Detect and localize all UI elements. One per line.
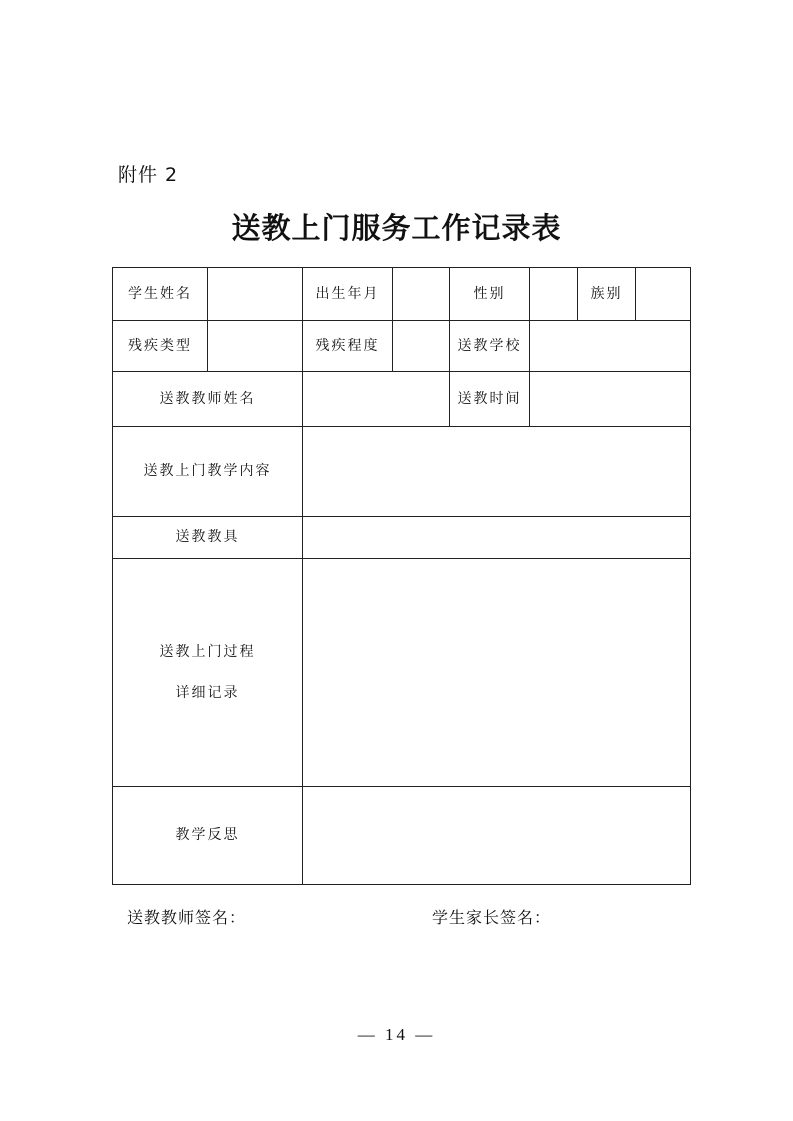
process-label-line1: 送教上门过程	[159, 643, 256, 660]
process-field[interactable]	[303, 559, 691, 787]
teacher-signature-label: 送教教师签名：	[127, 908, 247, 927]
content-field[interactable]	[303, 427, 691, 517]
ethnicity-label: 族别	[578, 268, 636, 321]
reflection-field[interactable]	[303, 787, 691, 885]
parent-signature-label: 学生家长签名：	[432, 908, 552, 927]
row-teacher-info	[113, 372, 691, 427]
row-disability-info	[113, 321, 691, 372]
aids-field[interactable]	[303, 517, 691, 559]
time-label: 送教时间	[450, 372, 530, 427]
teacher-name-field[interactable]	[303, 372, 450, 427]
row-process	[113, 559, 691, 787]
gender-label: 性别	[450, 268, 530, 321]
content-label: 送教上门教学内容	[113, 427, 303, 517]
disability-degree-label: 残疾程度	[303, 321, 393, 372]
form-title: 送教上门服务工作记录表	[231, 211, 562, 245]
row-content	[113, 427, 691, 517]
disability-type-label: 残疾类型	[113, 321, 208, 372]
student-name-label: 学生姓名	[113, 268, 208, 321]
row-aids	[113, 517, 691, 559]
gender-field[interactable]	[530, 268, 578, 321]
birth-label: 出生年月	[303, 268, 393, 321]
record-form-table	[112, 267, 691, 885]
time-field[interactable]	[530, 372, 691, 427]
birth-field[interactable]	[393, 268, 450, 321]
attachment-label: 附件 2	[118, 164, 179, 186]
teacher-name-label: 送教教师姓名	[113, 372, 303, 427]
disability-degree-field[interactable]	[393, 321, 450, 372]
page-number: — 14 —	[357, 1025, 436, 1044]
aids-label: 送教教具	[113, 517, 303, 559]
row-reflection	[113, 787, 691, 885]
reflection-label: 教学反思	[113, 787, 303, 885]
disability-type-field[interactable]	[208, 321, 303, 372]
student-name-field[interactable]	[208, 268, 303, 321]
ethnicity-field[interactable]	[636, 268, 691, 321]
school-field[interactable]	[530, 321, 691, 372]
process-label	[113, 559, 303, 787]
process-label-line2: 详细记录	[175, 684, 240, 701]
row-basic-info	[113, 268, 691, 321]
school-label: 送教学校	[450, 321, 530, 372]
